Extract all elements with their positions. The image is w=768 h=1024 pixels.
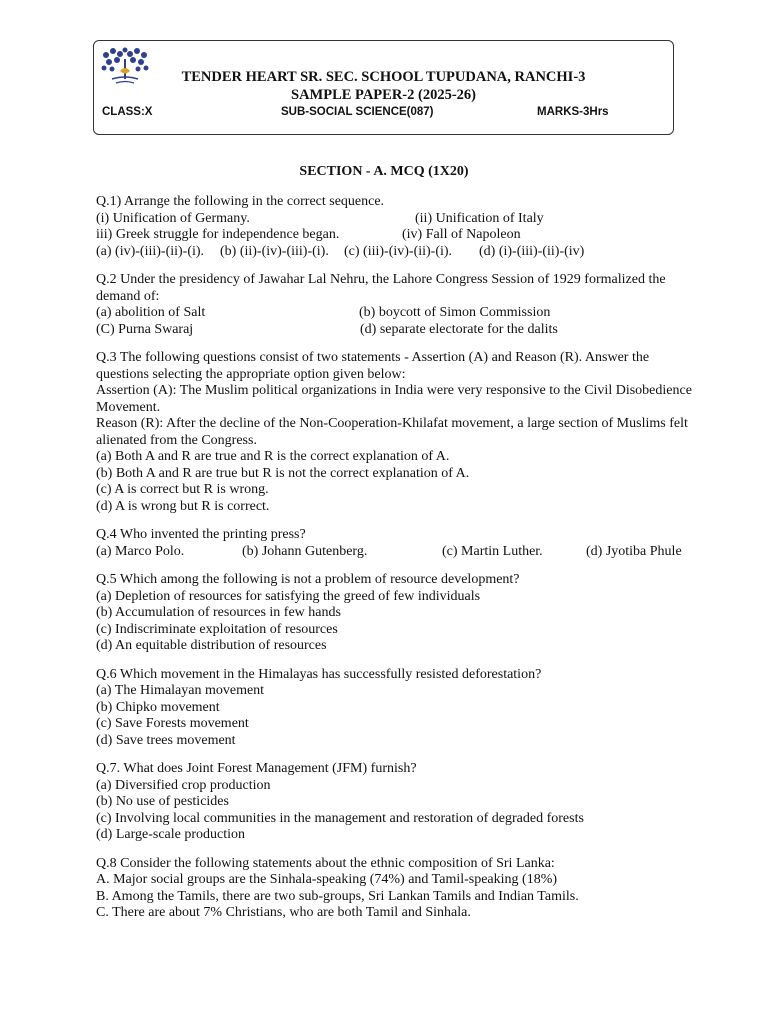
item-i: (i) Unification of Germany. (96, 210, 250, 226)
question-2 (96, 272, 696, 338)
question-8 (96, 856, 696, 922)
subject-label: SUB-SOCIAL SCIENCE(087) (281, 106, 434, 118)
question-stem: Q.3 The following questions consist of two statements - Assertion (A) and Reason (R). Answer the questions selecting the appropriate option given below: (96, 350, 650, 382)
question-1 (96, 194, 696, 260)
option-b: (b) Accumulation of resources in few hands (96, 605, 341, 620)
statement-c: C. There are about 7% Christians, who are both Tamil and Sinhala. (96, 905, 471, 920)
option-c: (C) Purna Swaraj (96, 321, 194, 337)
question-6 (96, 667, 696, 750)
assertion: Assertion (A): The Muslim political organizations in India were very responsive to the Civil Disobedience Movement. (96, 383, 692, 415)
option-d: (d) (i)-(iii)-(ii)-(iv) (479, 243, 585, 259)
option-b: (b) Johann Gutenberg. (242, 543, 368, 559)
question-5 (96, 572, 696, 655)
option-d: (d) A is wrong but R is correct. (96, 498, 270, 514)
question-stem: Q.4 Who invented the printing press? (96, 527, 306, 542)
item-iii: iii) Greek struggle for independence began. (96, 227, 340, 242)
item-iv: (iv) Fall of Napoleon (402, 227, 521, 242)
option-a: (a) Both A and R are true and R is the correct explanation of A. (96, 449, 450, 464)
option-a: (a) The Himalayan movement (96, 683, 265, 698)
option-a: (a) Diversified crop production (96, 777, 271, 793)
question-stem: Q.8 Consider the following statements about the ethnic composition of Sri Lanka: (96, 855, 555, 871)
option-a: (a) Depletion of resources for satisfying the greed of few individuals (96, 588, 481, 604)
question-stem: Q.7. What does Joint Forest Management (JFM) furnish? (96, 761, 417, 776)
option-d: (d) An equitable distribution of resources (96, 638, 327, 653)
section-title: SECTION - A. MCQ (1X20) (299, 164, 469, 179)
option-b: (b) Both A and R are true but R is not the correct explanation of A. (96, 465, 470, 481)
class-label: CLASS:X (102, 106, 153, 118)
option-c: (c) Save Forests movement (96, 716, 249, 731)
question-stem: Q.5 Which among the following is not a problem of resource development? (96, 572, 520, 587)
question-stem: Q.2 Under the presidency of Jawahar Lal Nehru, the Lahore Congress Session of 1929 formalized the demand of: (96, 272, 666, 304)
option-c: (c) Martin Luther. (442, 543, 543, 559)
option-a: (a) Marco Polo. (96, 543, 185, 559)
option-c: (c) (iii)-(iv)-(ii)-(i). (344, 243, 453, 259)
option-c: (c) Involving local communities in the management and restoration of degraded forests (96, 810, 584, 826)
option-b: (b) boycott of Simon Commission (359, 305, 551, 320)
question-7 (96, 761, 696, 844)
statement-b: B. Among the Tamils, there are two sub-groups, Sri Lankan Tamils and Indian Tamils. (96, 888, 579, 904)
option-b: (b) Chipko movement (96, 699, 220, 715)
question-list (96, 194, 696, 934)
question-stem: Q.1) Arrange the following in the correct sequence. (96, 194, 385, 209)
option-c: (c) A is correct but R is wrong. (96, 482, 269, 497)
statement-a: A. Major social groups are the Sinhala-speaking (74%) and Tamil-speaking (18%) (96, 872, 558, 887)
school-name: TENDER HEART SR. SEC. SCHOOL TUPUDANA, RANCHI-3 (181, 69, 586, 85)
option-a: (a) abolition of Salt (96, 305, 206, 320)
option-d: (d) Large-scale production (96, 827, 246, 842)
question-stem: Q.6 Which movement in the Himalayas has successfully resisted deforestation? (96, 666, 542, 682)
option-b: (b) No use of pesticides (96, 794, 229, 809)
reason: Reason (R): After the decline of the Non-Cooperation-Khilafat movement, a large section of Muslims felt alienated from the Congress. (96, 416, 688, 448)
option-c: (c) Indiscriminate exploitation of resources (96, 621, 338, 637)
option-a: (a) (iv)-(iii)-(ii)-(i). (96, 243, 205, 259)
item-ii: (ii) Unification of Italy (415, 210, 544, 226)
header-box (93, 40, 674, 135)
option-d: (d) separate electorate for the dalits (360, 321, 558, 337)
option-d: (d) Jyotiba Phule (586, 543, 682, 559)
option-d: (d) Save trees movement (96, 732, 236, 748)
question-4 (96, 527, 696, 560)
marks-label: MARKS-3Hrs (537, 106, 609, 118)
paper-title: SAMPLE PAPER-2 (2025-26) (291, 87, 476, 103)
option-b: (b) (ii)-(iv)-(iii)-(i). (220, 243, 329, 259)
question-3 (96, 350, 696, 515)
